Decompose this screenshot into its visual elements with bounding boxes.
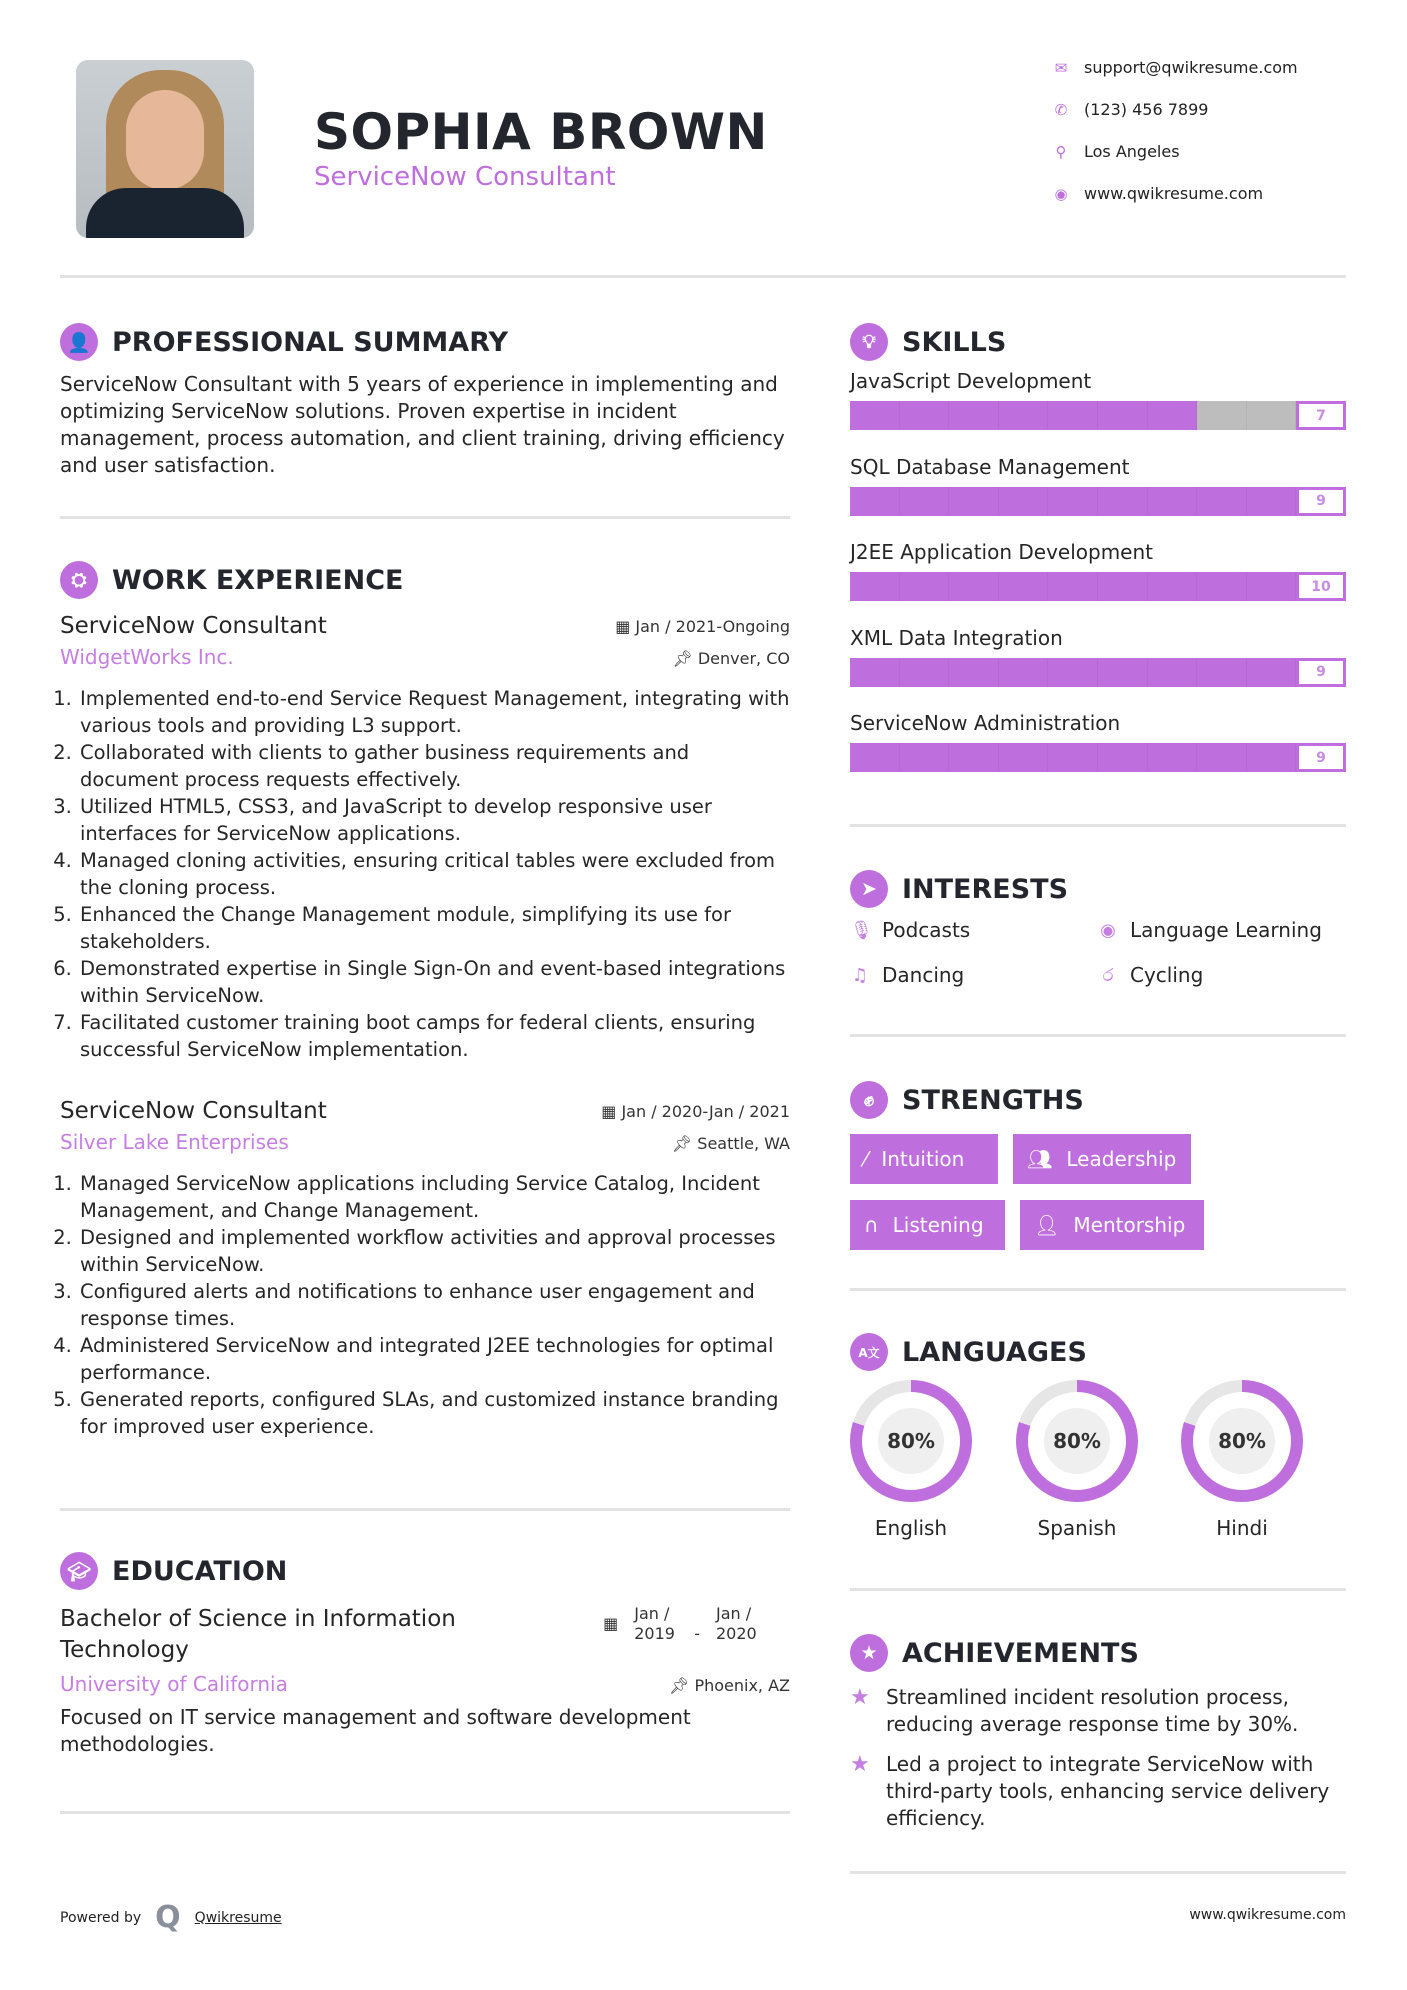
skill-level-bar <box>850 487 1346 516</box>
list-item: 5. Enhanced the Change Management module, simplifying its use for stakeholders. <box>78 901 790 955</box>
skill-name: J2EE Application Development <box>850 540 1153 564</box>
job-entry <box>60 1098 790 1440</box>
bar-segment-filled <box>1247 658 1297 687</box>
divider <box>850 1288 1346 1291</box>
contact-website[interactable] <box>1052 184 1263 203</box>
email-text[interactable]: support@qwikresume.com <box>1084 58 1298 77</box>
footer-website-link[interactable]: www.qwikresume.com <box>1189 1907 1346 1923</box>
skill-level-value: 10 <box>1296 572 1346 601</box>
language-name: Spanish <box>1037 1516 1117 1540</box>
envelope-icon: ✉ <box>1054 58 1068 77</box>
interest-item <box>850 918 970 942</box>
bar-segment-filled <box>1048 658 1098 687</box>
language-proficiency-ring <box>1181 1380 1303 1502</box>
microphone-icon: 🎙︎ <box>850 919 873 941</box>
phone-text: (123) 456 7899 <box>1084 100 1209 119</box>
strength-label: Listening <box>892 1213 984 1237</box>
skills-heading: SKILLS <box>902 326 1007 358</box>
divider <box>850 1034 1346 1037</box>
bar-segment-filled <box>850 658 900 687</box>
education-location <box>669 1676 790 1695</box>
contact-phone <box>1052 100 1208 119</box>
achievements-section <box>850 1634 1346 1672</box>
bar-segment-filled <box>850 572 900 601</box>
skill-level-value: 7 <box>1296 401 1346 430</box>
bar-segment-filled <box>900 658 950 687</box>
list-item: 3. Utilized HTML5, CSS3, and JavaScript to develop responsive user interfaces for ServiceNow applications. <box>78 793 790 847</box>
bar-segment-filled <box>900 572 950 601</box>
skill-name: ServiceNow Administration <box>850 711 1121 735</box>
job-dates <box>615 617 790 636</box>
section-heading <box>60 1552 790 1590</box>
skill-level-value: 9 <box>1296 658 1346 687</box>
dates-text: Jan / 2021-Ongoing <box>635 617 790 636</box>
lightbulb-icon: 💡︎ <box>850 323 888 361</box>
job-location <box>672 649 790 668</box>
section-heading <box>60 561 790 599</box>
bar-segment-filled <box>949 572 999 601</box>
skills-section <box>850 323 1346 799</box>
bar-segment-filled <box>949 658 999 687</box>
job-location <box>672 1134 790 1153</box>
language-proficiency-ring <box>1016 1380 1138 1502</box>
dates-text: Jan / 2020-Jan / 2021 <box>621 1102 790 1121</box>
skill-level-bar <box>850 401 1346 430</box>
interest-item <box>1098 963 1203 987</box>
users-icon: 👥︎ <box>1027 1147 1053 1171</box>
contact-email[interactable] <box>1052 58 1298 77</box>
bar-segment-filled <box>1148 401 1198 430</box>
bar-segment-filled <box>1247 487 1297 516</box>
skill-level-bar <box>850 572 1346 601</box>
strength-chip <box>850 1134 998 1184</box>
location-text: Los Angeles <box>1084 142 1180 161</box>
bar-segment-filled <box>1148 487 1198 516</box>
bar-segment-filled <box>1098 487 1148 516</box>
bar-segment-filled <box>1098 743 1148 772</box>
interest-item <box>850 963 964 987</box>
divider <box>60 516 790 519</box>
bar-segment-filled <box>1098 401 1148 430</box>
responsibilities-list <box>60 1170 790 1440</box>
interests-section <box>850 870 1346 1000</box>
user-icon: 👤 <box>60 323 98 361</box>
divider <box>850 1588 1346 1591</box>
profile-photo <box>76 60 254 238</box>
footer-branding <box>60 1900 282 1935</box>
location-text: Denver, CO <box>697 649 790 668</box>
start-date: Jan / 2019 <box>634 1604 675 1643</box>
languages-section <box>850 1333 1346 1553</box>
summary-section <box>60 323 790 479</box>
strength-label: Leadership <box>1066 1147 1177 1171</box>
bar-segment-filled <box>999 743 1049 772</box>
achievement-text: Streamlined incident resolution process, reducing average response time by 30%. <box>886 1685 1299 1736</box>
bar-segment-empty <box>1197 401 1247 430</box>
fist-icon: ✊︎ <box>850 1081 888 1119</box>
paper-plane-icon: ➤ <box>850 870 888 908</box>
education-heading: EDUCATION <box>112 1555 288 1587</box>
section-heading <box>850 870 1346 908</box>
proficiency-percent: 80% <box>1044 1408 1110 1474</box>
bar-segment-filled <box>1148 658 1198 687</box>
skill-level-value: 9 <box>1296 743 1346 772</box>
interest-label: Language Learning <box>1130 918 1322 942</box>
bicycle-icon: ර <box>1102 964 1114 986</box>
bar-segment-filled <box>999 487 1049 516</box>
bar-segment-filled <box>1148 743 1198 772</box>
achievement-text: Led a project to integrate ServiceNow with third-party tools, enhancing service delivery efficiency. <box>886 1752 1330 1830</box>
strength-label: Intuition <box>881 1147 965 1171</box>
list-item: 4. Managed cloning activities, ensuring critical tables were excluded from the cloning process. <box>78 847 790 901</box>
section-heading <box>850 1081 1346 1119</box>
section-heading <box>850 323 1346 361</box>
briefcase-icon: ⛭ <box>60 561 98 599</box>
strength-chip <box>1020 1200 1204 1250</box>
work-section <box>60 561 790 1063</box>
job-dates <box>601 1102 790 1121</box>
bar-segment-filled <box>999 658 1049 687</box>
bar-segment-filled <box>1048 401 1098 430</box>
bar-segment-empty <box>1247 401 1297 430</box>
education-section <box>60 1552 790 1758</box>
end-date: Jan / 2020 <box>716 1604 757 1643</box>
location-text: Seattle, WA <box>697 1134 790 1153</box>
job-title: ServiceNow Consultant <box>60 1098 327 1124</box>
phone-icon: ✆ <box>1054 100 1068 119</box>
pushpin-icon: 📌︎ <box>672 649 698 668</box>
list-item: 4. Administered ServiceNow and integrated J2EE technologies for optimal performance. <box>78 1332 790 1386</box>
divider <box>60 1508 790 1511</box>
calendar-icon: ▦ <box>603 1614 619 1633</box>
list-item: 1. Managed ServiceNow applications including Service Catalog, Incident Management, and Change Management. <box>78 1170 790 1224</box>
list-item: 3. Configured alerts and notifications to enhance user engagement and response times. <box>78 1278 790 1332</box>
responsibilities-list <box>60 685 790 1063</box>
candidate-name: SOPHIA BROWN <box>314 103 768 161</box>
bar-segment-filled <box>949 487 999 516</box>
bar-segment-filled <box>1048 572 1098 601</box>
globe-icon: ◉ <box>1054 184 1068 203</box>
languages-heading: LANGUAGES <box>902 1336 1087 1368</box>
bar-segment-filled <box>949 743 999 772</box>
proficiency-percent: 80% <box>878 1408 944 1474</box>
candidate-title: ServiceNow Consultant <box>314 162 616 192</box>
education-description: Focused on IT service management and software development methodologies. <box>60 1705 691 1756</box>
star-icon: ★ <box>850 1685 870 1710</box>
bar-segment-filled <box>900 401 950 430</box>
section-heading <box>60 323 790 361</box>
strength-chip <box>850 1200 1005 1250</box>
skill-name: XML Data Integration <box>850 625 1063 650</box>
company-name: WidgetWorks Inc. <box>60 645 234 669</box>
bar-segment-filled <box>1048 743 1098 772</box>
bar-segment-filled <box>1197 572 1247 601</box>
interests-heading: INTERESTS <box>902 873 1069 905</box>
pushpin-icon: 📌︎ <box>671 1134 698 1153</box>
section-heading <box>850 1634 1346 1672</box>
company-name: Silver Lake Enterprises <box>60 1130 289 1154</box>
bar-segment-filled <box>1048 487 1098 516</box>
skill-name: JavaScript Development <box>850 369 1092 393</box>
list-item: 7. Facilitated customer training boot camps for federal clients, ensuring successful ServiceNow implementation. <box>78 1009 790 1063</box>
qwikresume-link[interactable]: Qwikresume <box>194 1909 282 1926</box>
qwikresume-logo-icon: Q <box>155 1900 181 1935</box>
strengths-section <box>850 1081 1346 1261</box>
language-name: English <box>874 1516 948 1540</box>
achievement-item <box>850 1751 1346 1832</box>
strength-label: Mentorship <box>1073 1213 1186 1237</box>
graduate-icon: 🎓︎ <box>60 1552 98 1590</box>
bar-segment-filled <box>1247 743 1297 772</box>
globe-icon: ◉ <box>1100 919 1116 941</box>
work-heading: WORK EXPERIENCE <box>112 564 404 596</box>
bar-segment-filled <box>1197 487 1247 516</box>
skill-name: SQL Database Management <box>850 454 1130 479</box>
list-item: 5. Generated reports, configured SLAs, and customized instance branding for improved user experience. <box>78 1386 790 1440</box>
skill-level-bar <box>850 658 1346 687</box>
divider <box>850 1871 1346 1874</box>
interest-label: Dancing <box>882 963 965 987</box>
list-item: 1. Implemented end-to-end Service Request Management, integrating with various tools and providing L3 support. <box>78 685 790 739</box>
magic-wand-icon: ⁄ <box>864 1147 868 1171</box>
skill-level-bar <box>850 743 1346 772</box>
list-item: 2. Designed and implemented workflow activities and approval processes within ServiceNow. <box>78 1224 790 1278</box>
bar-segment-filled <box>999 401 1049 430</box>
list-item: 6. Demonstrated expertise in Single Sign-On and event-based integrations within ServiceNow. <box>78 955 790 1009</box>
skill-level-value: 9 <box>1296 487 1346 516</box>
bar-segment-filled <box>999 572 1049 601</box>
music-note-icon: ♫ <box>851 964 869 986</box>
header-divider <box>60 275 1346 278</box>
user-plus-icon: 👤︎ <box>1034 1213 1060 1237</box>
divider <box>60 1811 790 1814</box>
interest-label: Cycling <box>1130 963 1204 987</box>
interest-item <box>1098 918 1322 942</box>
strengths-heading: STRENGTHS <box>902 1084 1084 1116</box>
divider <box>850 824 1346 827</box>
calendar-icon: ▦ <box>615 617 636 636</box>
date-separator: - <box>694 1624 700 1643</box>
pushpin-icon: 📌︎ <box>669 1676 695 1695</box>
bar-segment-filled <box>850 401 900 430</box>
summary-heading: PROFESSIONAL SUMMARY <box>112 326 509 358</box>
headphones-icon: ∩ <box>864 1213 879 1237</box>
language-proficiency-ring <box>850 1380 972 1502</box>
bar-segment-filled <box>1148 572 1198 601</box>
bar-segment-filled <box>949 401 999 430</box>
summary-text: ServiceNow Consultant with 5 years of experience in implementing and optimizing ServiceNow solutions. Proven expertise in incident management, process automation, and client training, driving efficiency and user satisfaction. <box>60 372 785 477</box>
calendar-icon: ▦ <box>601 1102 622 1121</box>
translate-icon: A文 <box>850 1333 888 1371</box>
proficiency-percent: 80% <box>1209 1408 1275 1474</box>
location-text: Phoenix, AZ <box>694 1676 790 1695</box>
interest-label: Podcasts <box>882 918 971 942</box>
list-item: 2. Collaborated with clients to gather business requirements and document process requests effectively. <box>78 739 790 793</box>
achievements-heading: ACHIEVEMENTS <box>902 1637 1139 1669</box>
bar-segment-filled <box>1098 658 1148 687</box>
contact-location <box>1052 142 1180 161</box>
bar-segment-filled <box>900 487 950 516</box>
bar-segment-filled <box>1247 572 1297 601</box>
website-text[interactable]: www.qwikresume.com <box>1084 184 1264 203</box>
degree-title: Bachelor of Science in Information Technology <box>60 1606 456 1663</box>
job-title: ServiceNow Consultant <box>60 613 327 639</box>
education-dates <box>603 1604 760 1644</box>
section-heading <box>850 1333 1346 1371</box>
award-star-icon: ★ <box>850 1634 888 1672</box>
bar-segment-filled <box>1098 572 1148 601</box>
bar-segment-filled <box>900 743 950 772</box>
language-name: Hindi <box>1216 1516 1268 1540</box>
bar-segment-filled <box>1197 743 1247 772</box>
powered-by-text: Powered by <box>60 1909 142 1926</box>
bar-segment-filled <box>1197 658 1247 687</box>
school-name: University of California <box>60 1672 288 1696</box>
location-pin-icon: ⚲ <box>1055 142 1067 161</box>
bar-segment-filled <box>850 487 900 516</box>
star-icon: ★ <box>850 1752 870 1777</box>
strength-chip <box>1013 1134 1191 1184</box>
job-entry <box>60 613 790 1063</box>
achievement-item <box>850 1684 1346 1738</box>
bar-segment-filled <box>850 743 900 772</box>
